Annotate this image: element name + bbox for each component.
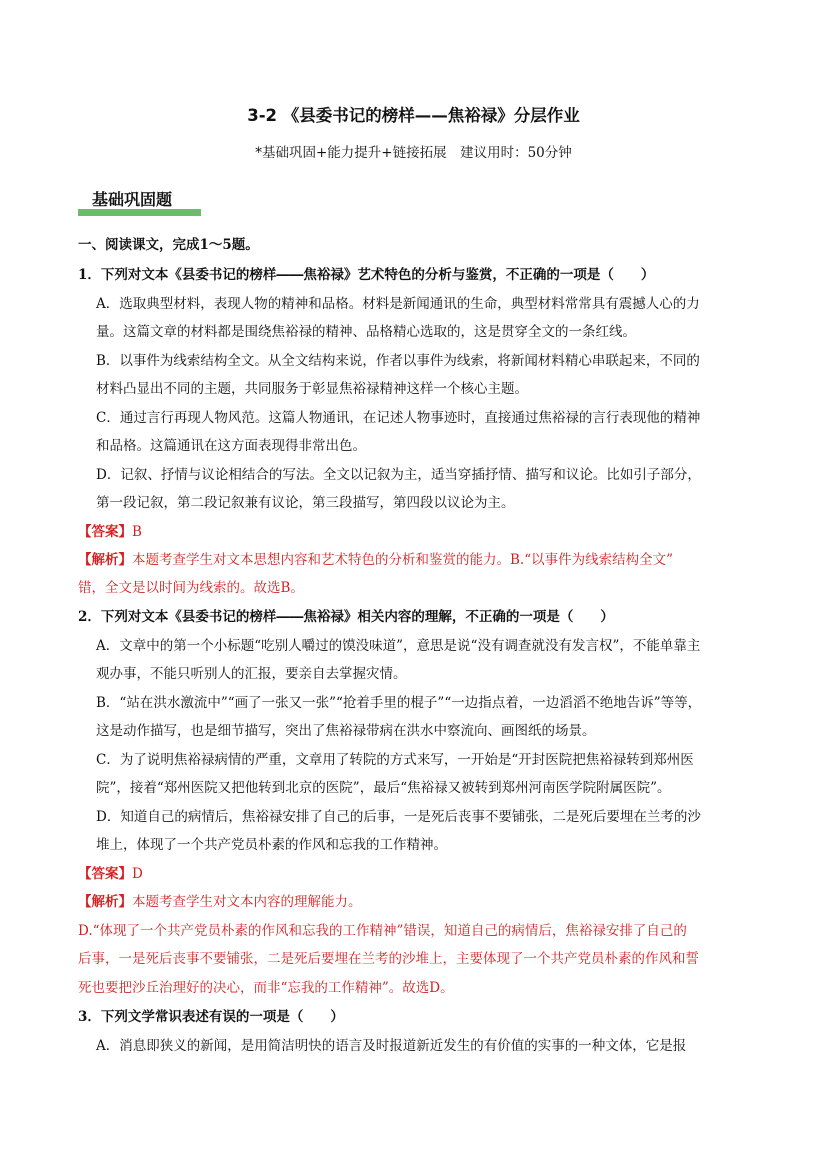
q1-option-b-line2: 材料凸显出不同的主题，共同服务于彰显焦裕禄精神这样一个核心主题。 xyxy=(96,381,528,397)
q2-option-c-line1: C．为了说明焦裕禄病情的严重，文章用了转院的方式来写，一开始是“开封医院把焦裕禄转到郑州医 xyxy=(96,752,694,768)
q3-stem: 3．下列文学常识表述有误的一项是（ ） xyxy=(78,1009,344,1025)
q2-option-b-line1: B．“站在洪水激流中”“画了一张又一张”“抢着手里的棍子”“一边指点着，一边滔滔不绝地告诉”等等， xyxy=(96,695,702,711)
section-heading-underline xyxy=(78,209,201,216)
part1-instruction: 一、阅读课文，完成1～5题。 xyxy=(78,237,259,253)
q2-analysis-line3: 后事，一是死后丧事不要铺张，二是死后要埋在兰考的沙堆上，主要体现了一个共产党员朴素的作风和誓 xyxy=(78,951,699,967)
q2-option-b-line2: 这是动作描写，也是细节描写，突出了焦裕禄带病在洪水中察流向、画图纸的场景。 xyxy=(96,723,596,739)
q2-analysis-line2: D.“体现了一个共产党员朴素的作风和忘我的工作精神”错误，知道自己的病情后，焦裕禄安排了自己的 xyxy=(78,923,687,939)
q2-option-d-line1: D．知道自己的病情后，焦裕禄安排了自己的后事，一是死后丧事不要铺张，二是死后要埋在兰考的沙 xyxy=(96,809,701,825)
q1-answer-tag: 【答案】 xyxy=(78,524,132,540)
q1-option-b-line1: B．以事件为线索结构全文。从全文结构来说，作者以事件为线索，将新闻材料精心串联起来，不同的 xyxy=(96,353,700,369)
q1-option-c-line2: 和品格。这篇通讯在这方面表现得非常出色。 xyxy=(96,438,366,454)
q1-answer-value: B xyxy=(132,524,142,540)
q2-analysis-line4: 死也要把沙丘治理好的决心，而非“忘我的工作精神”。故选D。 xyxy=(78,980,454,996)
q1-analysis-text: 本题考查学生对文本思想内容和艺术特色的分析和鉴赏的能力。B.“以事件为线索结构全文” xyxy=(132,552,674,568)
q1-option-a-line1: A．选取典型材料，表现人物的精神和品格。材料是新闻通讯的生命，典型材料常常具有震撼人心的力 xyxy=(96,296,700,312)
page-title: 3-2 《县委书记的榜样——焦裕禄》分层作业 xyxy=(247,106,580,125)
q2-analysis-text: 本题考查学生对文本内容的理解能力。 xyxy=(132,894,362,910)
q2-analysis-tag: 【解析】 xyxy=(78,894,132,910)
q1-analysis-line1 xyxy=(78,551,673,569)
q1-analysis-tag: 【解析】 xyxy=(78,552,132,568)
q2-option-a-line2: 观办事，不能只听别人的汇报，要亲自去掌握灾情。 xyxy=(96,666,407,682)
q2-answer-value: D xyxy=(132,866,143,882)
q2-answer-tag: 【答案】 xyxy=(78,866,132,882)
q2-option-d-line2: 堆上，体现了一个共产党员朴素的作风和忘我的工作精神。 xyxy=(96,837,447,853)
page-subtitle: *基础巩固+能力提升+链接拓展 建议用时：50分钟 xyxy=(255,145,572,161)
q2-stem: 2．下列对文本《县委书记的榜样――焦裕禄》相关内容的理解，不正确的一项是（ ） xyxy=(78,609,614,625)
q3-option-a-line1: A．消息即狭义的新闻，是用简洁明快的语言及时报道新近发生的有价值的实事的一种文体，它是报 xyxy=(96,1038,687,1054)
q2-option-a-line1: A．文章中的第一个小标题“吃别人嚼过的馍没味道”，意思是说“没有调查就没有发言权”，不能单靠主 xyxy=(96,638,701,654)
q1-stem: 1．下列对文本《县委书记的榜样――焦裕禄》艺术特色的分析与鉴赏，不正确的一项是（ ） xyxy=(78,267,655,283)
q1-option-d-line1: D．记叙、抒情与议论相结合的写法。全文以记叙为主，适当穿插抒情、描写和议论。比如引子部分， xyxy=(96,467,701,483)
q2-answer xyxy=(78,865,143,883)
q1-option-a-line2: 量。这篇文章的材料都是围绕焦裕禄的精神、品格精心选取的，这是贯穿全文的一条红线。 xyxy=(96,324,636,340)
q2-analysis-line1 xyxy=(78,893,362,911)
q2-option-c-line2: 院”，接着“郑州医院又把他转到北京的医院”，最后“焦裕禄又被转到郑州河南医学院附属医院”。 xyxy=(96,780,671,796)
q1-analysis-line2: 错，全文是以时间为线索的。故选B。 xyxy=(78,580,304,596)
q1-answer xyxy=(78,523,142,541)
q1-option-d-line2: 第一段记叙，第二段记叙兼有议论，第三段描写，第四段以议论为主。 xyxy=(96,495,515,511)
q1-option-c-line1: C．通过言行再现人物风范。这篇人物通讯，在记述人物事迹时，直接通过焦裕禄的言行表现他的精神 xyxy=(96,410,701,426)
section-heading: 基础巩固题 xyxy=(92,190,173,209)
